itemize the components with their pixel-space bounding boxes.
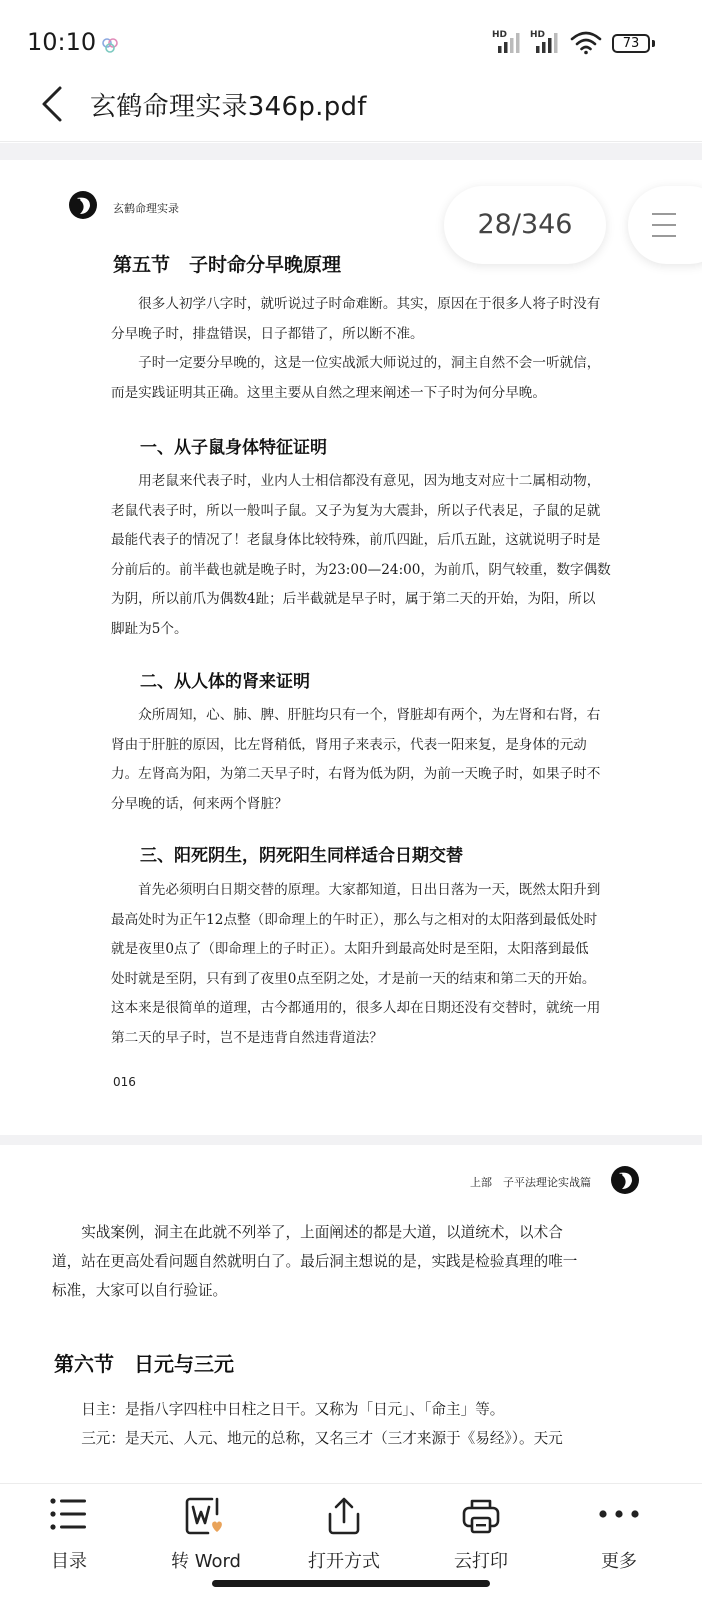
page-indicator[interactable]: 28/346 (444, 186, 606, 264)
paragraph-intro (52, 1218, 632, 1305)
text-line: 肾由于肝脏的原因，比左肾稍低，肾用子来表示，代表一阳来复，是身体的元动 (111, 736, 587, 753)
text-line: 子时一定要分早晚的，这是一位实战派大师说过的，洞主自然不会一听就信， (111, 355, 601, 371)
paragraph-sub1 (111, 467, 631, 644)
crane-logo-icon (68, 190, 98, 220)
crane-logo-icon (610, 1165, 640, 1195)
app-notification-icon (100, 36, 120, 56)
document-title: 玄鹤命理实录346p.pdf (90, 92, 367, 122)
paragraph-body (52, 1395, 632, 1453)
text-line: 三元：是天元、人元、地元的总称，又名三才（三才来源于《易经》）。天元 (52, 1430, 563, 1447)
battery-tip (652, 40, 655, 47)
paragraph-sub3 (111, 876, 631, 1053)
text-line: 力。左肾高为阳，为第二天早子时，右肾为低为阴，为前一天晚子时，如果子时不 (111, 766, 601, 782)
subsection-title: 一、从子鼠身体特征证明 (140, 438, 327, 458)
text-line: 分早晚子时，排盘错误，日子都错了，所以断不准。 (111, 325, 424, 342)
text-line: 用老鼠来代表子时，业内人士相信都没有意见，因为地支对应十二属相动物， (111, 473, 601, 489)
text-line: 脚趾为5个。 (111, 620, 188, 637)
battery-indicator: 73 (612, 34, 650, 53)
back-arrow-icon[interactable] (36, 82, 76, 126)
text-line: 处时就是至阴，只有到了夜里0点至阴之处，才是前一天的结束和第二天的开始。 (111, 970, 596, 987)
text-line: 分前后的。前半截也就是晚子时，为23:00—24:00，为前爪，阴气较重，数字偶数 (111, 561, 611, 578)
outline-menu-button[interactable] (628, 186, 702, 264)
pdf-viewer[interactable] (0, 143, 702, 1483)
signal-strength-icon-1 (494, 32, 524, 54)
text-line: 最高处时为正午12点整（即命理上的午时正），那么与之相对的太阳落到最低处时 (111, 911, 598, 928)
text-line: 而是实践证明其正确。这里主要从自然之理来阐述一下子时为何分早晚。 (111, 384, 546, 401)
catalog-label: 目录 (51, 1551, 87, 1572)
cloud-print-button[interactable] (421, 1484, 541, 1584)
text-line: 首先必须明白日期交替的原理。大家都知道，日出日落为一天，既然太阳升到 (111, 882, 601, 898)
home-indicator[interactable] (212, 1580, 490, 1587)
text-line: 很多人初学八字时，就听说过子时命难断。其实，原因在于很多人将子时没有 (111, 296, 601, 312)
convert-word-button[interactable] (146, 1484, 266, 1584)
page-number: 016 (113, 1075, 136, 1089)
more-button[interactable] (559, 1484, 679, 1584)
paragraph-sub2 (111, 701, 631, 819)
convert-word-label: 转 Word (171, 1551, 241, 1572)
open-with-button[interactable] (284, 1484, 404, 1584)
text-line: 实战案例，洞主在此就不列举了，上面阐述的都是大道，以道统术，以术合 (52, 1224, 563, 1241)
text-line: 第二天的早子时，岂不是违背自然违背道法？ (111, 1029, 383, 1046)
convert-word-icon (184, 1496, 228, 1536)
more-label: 更多 (601, 1551, 637, 1572)
share-icon (324, 1496, 364, 1536)
text-line: 标准，大家可以自行验证。 (52, 1282, 228, 1299)
menu-line (652, 224, 676, 226)
section-title: 第六节 日元与三元 (54, 1352, 234, 1376)
pdf-page (0, 160, 702, 1135)
open-with-label: 打开方式 (308, 1551, 380, 1572)
text-line: 为阴，所以前爪为偶数4趾；后半截就是早子时，属于第二天的开始，为阳，所以 (111, 591, 596, 607)
paragraph-intro (111, 290, 631, 408)
text-line: 众所周知，心、肺、脾、肝脏均只有一个，肾脏却有两个，为左肾和右肾，右 (111, 707, 601, 723)
subsection-title: 三、阳死阴生，阴死阳生同样适合日期交替 (140, 846, 463, 866)
list-icon (49, 1496, 89, 1532)
menu-line (652, 213, 676, 215)
printer-icon (461, 1496, 501, 1536)
running-head: 上部 子平法理论实战篇 (470, 1176, 591, 1189)
text-line: 就是夜里0点了（即命理上的子时正）。太阳升到最高处时是至阳，太阳落到最低 (111, 941, 589, 957)
subsection-title: 二、从人体的肾来证明 (140, 672, 310, 692)
text-line: 这本来是很简单的道理，古今都通用的，很多人却在日期还没有交替时，就统一用 (111, 1000, 601, 1016)
signal-strength-icon-2 (532, 32, 562, 54)
catalog-button[interactable] (9, 1484, 129, 1584)
text-line: 分早晚的话，何来两个肾脏？ (111, 795, 288, 812)
text-line: 老鼠代表子时，所以一般叫子鼠。又子为复为大震卦，所以子代表足，子鼠的足就 (111, 502, 601, 519)
status-time: 10:10 (27, 28, 97, 56)
cloud-print-label: 云打印 (454, 1551, 508, 1572)
running-head: 玄鹤命理实录 (113, 202, 179, 215)
wifi-icon (570, 31, 602, 55)
menu-line (652, 235, 676, 237)
text-line: 道，站在更高处看问题自然就明白了。最后洞主想说的是，实践是检验真理的唯一 (52, 1253, 578, 1270)
section-title: 第五节 子时命分早晚原理 (113, 254, 342, 276)
text-line: 日主：是指八字四柱中日柱之日干。又称为「日元」、「命主」等。 (52, 1401, 505, 1418)
app-header (0, 72, 702, 142)
pdf-page (0, 1145, 702, 1483)
more-dots-icon (597, 1496, 641, 1532)
sim2-hd-label: HD (530, 30, 546, 40)
sim1-hd-label: HD (492, 30, 508, 40)
text-line: 最能代表子的情况了！老鼠身体比较特殊，前爪四趾，后爪五趾，这就说明子时是 (111, 532, 601, 548)
